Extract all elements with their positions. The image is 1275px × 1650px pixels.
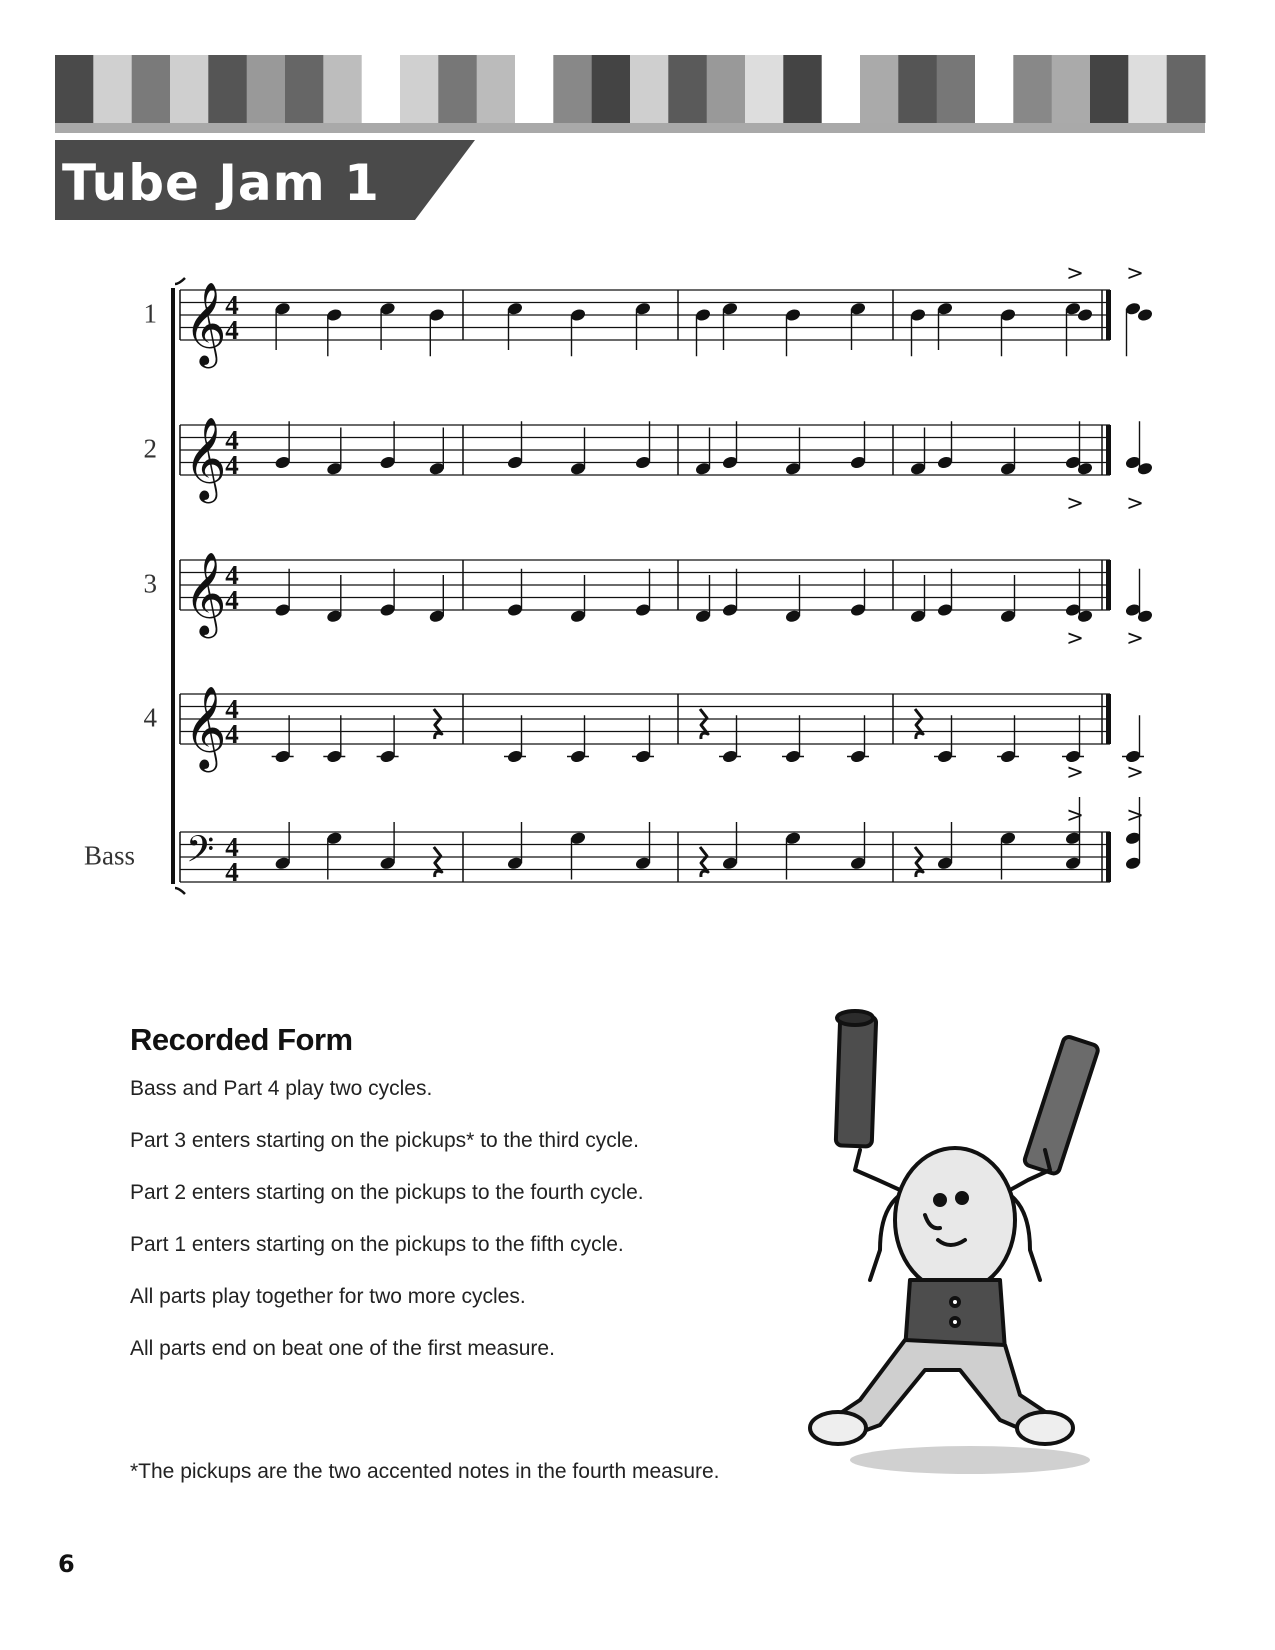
staff-label: 2 (143, 433, 157, 464)
accent-mark: > (1066, 626, 1084, 650)
quarter-rest (434, 709, 442, 739)
recorded-form-heading: Recorded Form (130, 1022, 353, 1057)
staff-label: Bass (83, 840, 135, 871)
treble-clef: 𝄞 (184, 280, 227, 365)
page-title: Tube Jam 1 (62, 154, 380, 212)
time-signature-bottom: 4 (225, 314, 239, 345)
staff (144, 685, 1145, 785)
time-signature-top: 4 (225, 289, 239, 320)
final-barline (1106, 694, 1111, 744)
girl-with-tubes-illustration (800, 1040, 1120, 1490)
staff (144, 551, 1154, 651)
time-signature-bottom: 4 (225, 584, 239, 615)
decorative-header-bar (55, 55, 1205, 140)
final-barline (1106, 560, 1111, 610)
staff (144, 416, 1154, 516)
form-instruction: All parts play together for two more cycles. (130, 1285, 526, 1308)
accent-mark: > (1126, 261, 1144, 285)
accent-mark: > (1066, 760, 1084, 784)
staff-label: 4 (143, 702, 157, 733)
quarter-rest (915, 847, 923, 877)
form-instruction: Part 3 enters starting on the pickups* to the third cycle. (130, 1129, 639, 1152)
time-signature-top: 4 (225, 559, 239, 590)
accent-mark: > (1126, 491, 1144, 515)
final-barline (1106, 425, 1111, 475)
treble-clef: 𝄞 (184, 550, 227, 635)
staff (84, 797, 1144, 887)
time-signature-top: 4 (225, 424, 239, 455)
accent-mark: > (1126, 626, 1144, 650)
form-instruction: All parts end on beat one of the first measure. (130, 1337, 555, 1360)
quarter-rest (700, 709, 708, 739)
staff-label: 3 (143, 568, 157, 599)
quarter-rest (700, 847, 708, 877)
time-signature-top: 4 (225, 693, 239, 724)
form-instruction: Bass and Part 4 play two cycles. (130, 1077, 433, 1100)
bass-clef: 𝄢 (186, 828, 215, 880)
accent-mark: > (1066, 491, 1084, 515)
system-bracket (171, 288, 175, 884)
final-barline (1106, 832, 1111, 882)
time-signature-bottom: 4 (225, 856, 239, 887)
staff-label: 1 (143, 298, 157, 329)
form-instruction: Part 2 enters starting on the pickups to the fourth cycle. (130, 1181, 644, 1204)
time-signature-bottom: 4 (225, 718, 239, 749)
time-signature-bottom: 4 (225, 449, 239, 480)
treble-clef: 𝄞 (184, 415, 227, 500)
final-barline (1106, 290, 1111, 340)
accent-mark: > (1126, 760, 1144, 784)
accent-mark: > (1126, 803, 1144, 827)
page-number: 6 (58, 1550, 75, 1578)
staff (144, 261, 1154, 369)
pickups-footnote: *The pickups are the two accented notes in the fourth measure. (130, 1460, 720, 1483)
accent-mark: > (1066, 261, 1084, 285)
accent-mark: > (1066, 803, 1084, 827)
recorded-form-section (130, 1022, 790, 1386)
tube-left (836, 1015, 877, 1146)
form-instruction: Part 1 enters starting on the pickups to the fifth cycle. (130, 1233, 624, 1256)
sheet-music-score (83, 261, 1180, 935)
quarter-rest (434, 847, 442, 877)
quarter-rest (915, 709, 923, 739)
time-signature-top: 4 (225, 831, 239, 862)
treble-clef: 𝄞 (184, 684, 227, 769)
